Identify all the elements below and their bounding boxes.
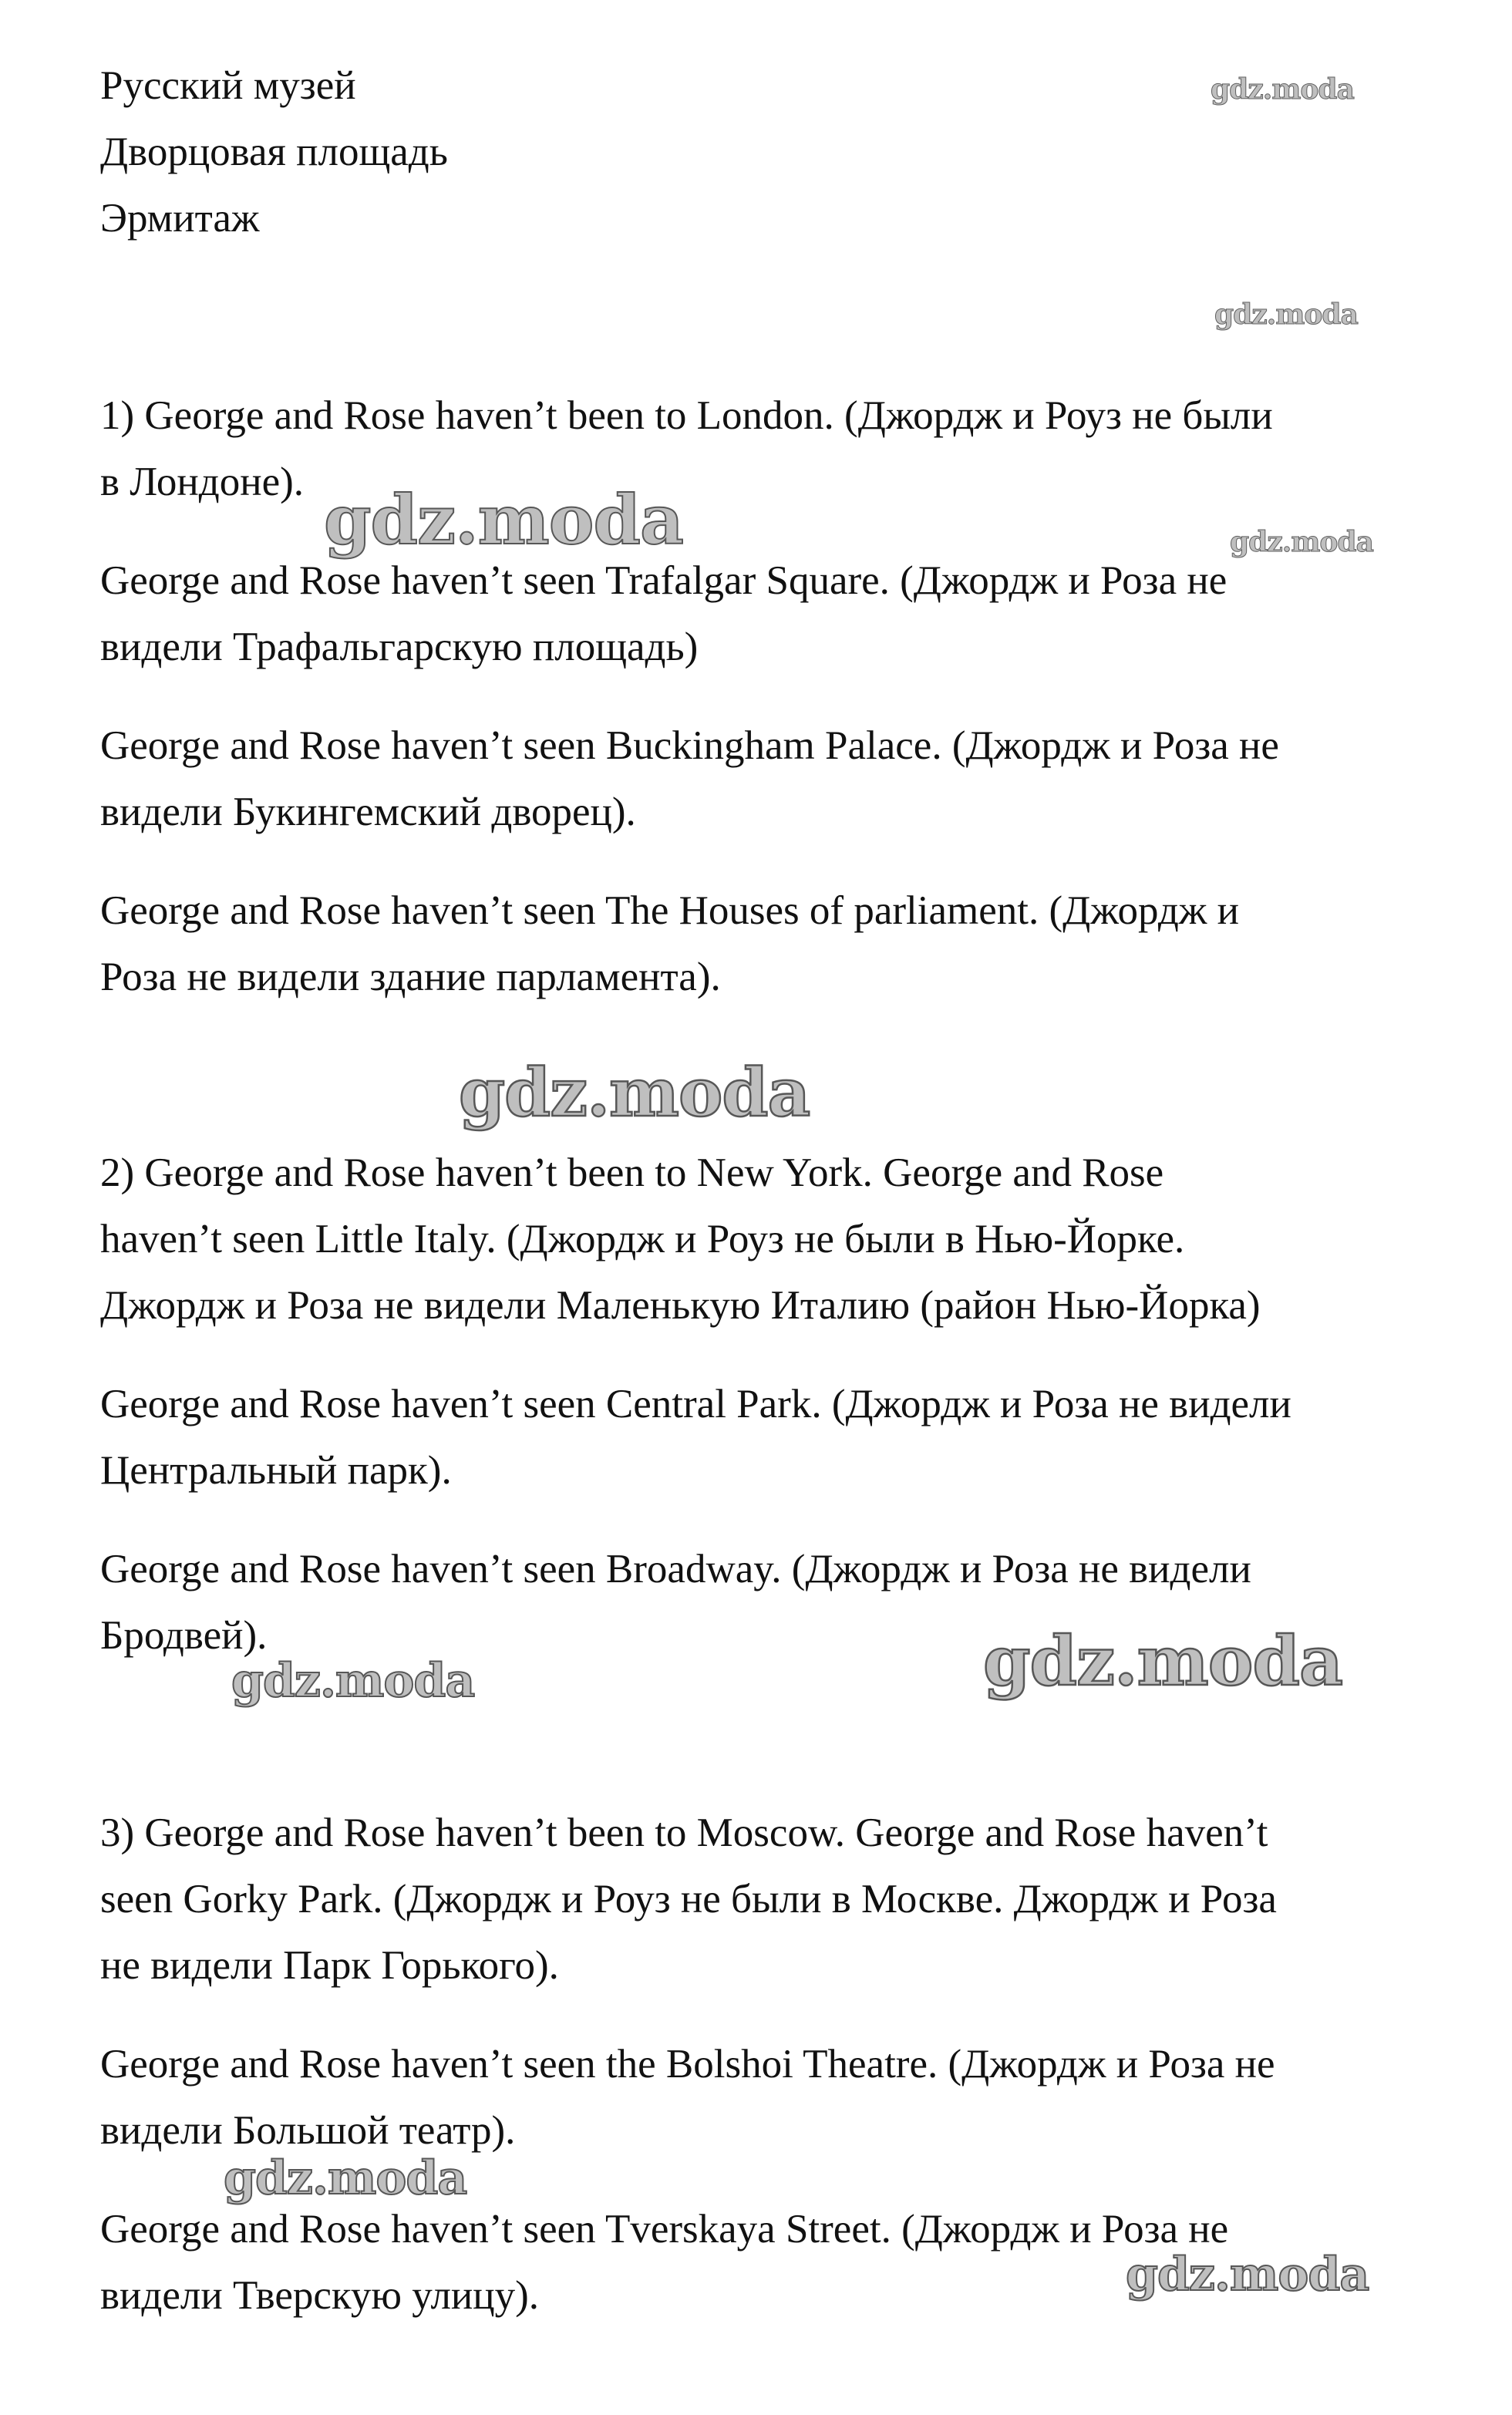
section2-line: George and Rose haven’t seen Central Park. (Джордж и Роза не видели bbox=[100, 1382, 1291, 1426]
section1-line: 1) George and Rose haven’t been to London. (Джордж и Роуз не были bbox=[100, 393, 1273, 438]
watermark: gdz.moda bbox=[224, 2151, 467, 2205]
section1-line: видели Букингемский дворец). bbox=[100, 790, 636, 834]
watermark: gdz.moda bbox=[231, 1654, 475, 1708]
watermark: gdz.moda bbox=[1211, 73, 1354, 106]
section2-line: Бродвей). bbox=[100, 1613, 268, 1658]
watermark: gdz.moda bbox=[459, 1054, 810, 1132]
section2-line: Джордж и Роза не видели Маленькую Италию (район Нью-Йорка) bbox=[100, 1283, 1261, 1328]
section1-line: George and Rose haven’t seen The Houses of parliament. (Джордж и bbox=[100, 888, 1240, 933]
section1-line: George and Rose haven’t seen Buckingham Palace. (Джордж и Роза не bbox=[100, 723, 1279, 768]
section3-line: не видели Парк Горького). bbox=[100, 1943, 559, 1988]
watermark: gdz.moda bbox=[324, 480, 684, 560]
section2-line: Центральный парк). bbox=[100, 1448, 452, 1493]
section3-line: George and Rose haven’t seen Tverskaya Street. (Джордж и Роза не bbox=[100, 2207, 1229, 2252]
section3-line: 3) George and Rose haven’t been to Moscow. George and Rose haven’t bbox=[100, 1810, 1268, 1855]
section3-line: seen Gorky Park. (Джордж и Роуз не были в Москве. Джордж и Роза bbox=[100, 1877, 1277, 1922]
section2-line: George and Rose haven’t seen Broadway. (Джордж и Роза не видели bbox=[100, 1547, 1251, 1591]
section3-line: видели Большой театр). bbox=[100, 2108, 516, 2153]
section2-line: 2) George and Rose haven’t been to New York. George and Rose bbox=[100, 1150, 1164, 1195]
section2-line: haven’t seen Little Italy. (Джордж и Роуз не были в Нью-Йорке. bbox=[100, 1217, 1185, 1261]
section1-line: в Лондоне). bbox=[100, 460, 305, 504]
section1-line: Роза не видели здание парламента). bbox=[100, 955, 721, 999]
watermark: gdz.moda bbox=[1214, 298, 1358, 331]
section3-line: George and Rose haven’t seen the Bolshoi Theatre. (Джордж и Роза не bbox=[100, 2042, 1275, 2087]
section1-line: видели Трафальгарскую площадь) bbox=[100, 625, 699, 669]
section3-line: видели Тверскую улицу). bbox=[100, 2273, 540, 2318]
watermark: gdz.moda bbox=[983, 1621, 1343, 1701]
header-line-palace-square: Дворцовая площадь bbox=[100, 130, 448, 174]
header-line-russian-museum: Русский музей bbox=[100, 63, 356, 108]
watermark: gdz.moda bbox=[1230, 526, 1373, 558]
section1-line: George and Rose haven’t seen Trafalgar Square. (Джордж и Роза не bbox=[100, 558, 1227, 603]
watermark: gdz.moda bbox=[1126, 2248, 1369, 2302]
header-line-hermitage: Эрмитаж bbox=[100, 196, 260, 241]
